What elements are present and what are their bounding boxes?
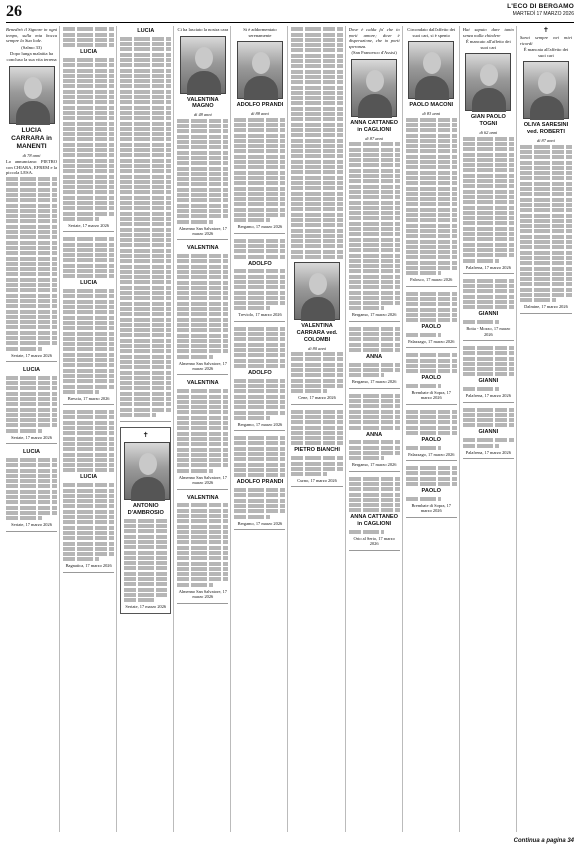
notice-intro: È mancata all'affetto dei suoi cari (523, 47, 569, 58)
notice-valentina-4 (177, 495, 228, 604)
page-number: 26 (6, 3, 22, 20)
notice-date: Dalmine, 17 marzo 2026 (524, 304, 568, 310)
notice-date: Brembate di Sopra, 17 marzo 2026 (411, 502, 451, 514)
notice-date: Palafrena, 17 marzo 2026 (465, 393, 511, 399)
continue-link: Continua a pagina 34 (513, 837, 574, 844)
notice-intro: È mancato all'affetto dei suoi cari (465, 39, 511, 50)
portrait-photo (408, 41, 454, 99)
notice-date: Palosco, 17 marzo 2026 (410, 277, 453, 283)
deceased-age: di 48 anni (193, 112, 212, 118)
notice-carrara-colombi (291, 27, 342, 404)
notice-paolo-4 (406, 410, 457, 461)
notice-adolfo (234, 27, 285, 234)
notice-lucia-3 (63, 27, 114, 232)
notice-body: Lo annunciano: PIETRO con CHIARA, EFREM e la piccola LESA. (6, 159, 58, 176)
portrait-photo (237, 41, 283, 99)
notice-paolo-2 (406, 292, 457, 349)
notice-date: Seriate, 17 marzo 2026 (11, 434, 52, 440)
column-3 (120, 26, 174, 832)
deceased-age: di 80 anni (308, 345, 326, 351)
portrait-photo (465, 53, 511, 111)
deceased-name: LUCIA (80, 280, 98, 287)
deceased-name: PAOLO (421, 375, 441, 382)
notice-anna-2 (349, 327, 400, 389)
notice-date: Seriate, 17 marzo 2026 (68, 222, 109, 228)
notice-date: Palafrena, 17 marzo 2026 (465, 449, 511, 455)
notice-oliva (520, 26, 572, 314)
deceased-name: PAOLO (421, 436, 441, 443)
notice-date: Treviolo, 17 marzo 2026 (238, 312, 282, 318)
notice-date: Bergamo, 17 marzo 2026 (351, 312, 397, 318)
deceased-name: LUCIA (80, 474, 98, 481)
portrait-photo (523, 61, 569, 119)
obituary-columns (6, 26, 574, 832)
notice-intro: Dopo lunga malattia ha concluso la sua vita terrena (6, 51, 57, 62)
deceased-age: di 87 anni (537, 138, 555, 143)
deceased-name: VALENTINA MAGNO (187, 96, 219, 110)
notice-date: Almenno San Salvatore, 17 marzo 2026 (178, 474, 227, 486)
notice-valentina-2 (177, 245, 228, 375)
notice-anna-4 (349, 477, 400, 551)
portrait-photo (180, 36, 226, 94)
deceased-name: ADOLFO (248, 369, 272, 376)
notice-paolo (406, 27, 457, 287)
deceased-name: PAOLO (421, 488, 441, 495)
notice-date: Palazzago, 17 marzo 2026 (408, 338, 455, 344)
notice-date: Seriate, 17 marzo 2026 (11, 352, 52, 358)
deceased-name: OLIVA SARESINI ved. ROBERTI (523, 122, 569, 136)
column-10 (520, 26, 574, 832)
notice-gian-paolo (463, 27, 514, 274)
notice-pietro (291, 410, 342, 488)
deceased-name: ANNA CATTANEO in CAGLIONI (350, 119, 399, 133)
deceased-age: di 87 anni (365, 135, 384, 141)
deceased-name: LUCIA (137, 28, 155, 34)
column-1 (6, 26, 60, 832)
deceased-name: VALENTINA (187, 494, 219, 501)
deceased-name: PAOLO (421, 324, 441, 331)
deceased-name: VALENTINA (187, 245, 219, 252)
notice-date: Botta - Mozzo, 17 marzo 2026 (466, 326, 511, 337)
header-rule (6, 22, 574, 23)
notice-date: Bergamo, 17 marzo 2026 (237, 421, 283, 427)
deceased-age: di 62 anni (479, 130, 498, 135)
notice-date: Orio al Serio, 17 marzo 2026 (353, 536, 395, 547)
notice-date: Palafrena, 17 marzo 2026 (465, 264, 511, 270)
notice-quote-ref: (San Francesco d'Assisi) (351, 50, 397, 56)
deceased-name: GIANNI (478, 378, 499, 385)
notice-paolo-5 (406, 466, 457, 517)
column-6 (291, 26, 345, 832)
column-8 (406, 26, 460, 832)
column-9 (463, 26, 517, 832)
deceased-name: ADOLFO PRANDI (236, 479, 284, 486)
portrait-photo (124, 442, 170, 500)
notice-date: Brescia, 17 marzo 2026 (67, 395, 110, 401)
notice-date: Almenno San Salvatore, 17 marzo 2026 (178, 225, 227, 236)
notice-gianni-3 (463, 408, 514, 459)
deceased-name: ANNA CATTANEO in CAGLIONI (350, 514, 399, 528)
notice-date: Bergamo, 17 marzo 2026 (237, 224, 283, 230)
deceased-name: ADOLFO PRANDI (236, 102, 284, 109)
column-5 (234, 26, 288, 832)
notice-gianni-1 (463, 279, 514, 341)
notice-valentina-3 (177, 380, 228, 489)
notice-quote: Benedirò il Signore in ogni tempo, sulla mia bocca sempre la Sua lode. (6, 27, 58, 44)
deceased-name: PAOLO MACONI (409, 102, 454, 109)
deceased-name: LUCIA CARRARA in MANENTI (11, 126, 52, 150)
notice-quote: Hai saputo dare tanto senza nulla chiedere (462, 27, 514, 38)
deceased-name: PIETRO BIANCHI (294, 447, 340, 454)
notice-lucia-6 (120, 28, 171, 422)
notice-intro: Circondato dall'affetto dei suoi cari, si è spento (407, 27, 456, 38)
deceased-name: GIANNI (478, 429, 499, 436)
cross-icon: ✝ (543, 26, 549, 34)
notice-anna (349, 27, 400, 322)
notice-date: Palazzago, 17 marzo 2026 (408, 451, 455, 457)
deceased-age: di 88 anni (251, 111, 269, 116)
column-4 (177, 26, 231, 832)
notice-date: Cene, 17 marzo 2026 (298, 395, 336, 401)
notice-adolfo-4 (234, 436, 285, 530)
notice-date: Bergamo, 17 marzo 2026 (351, 379, 397, 385)
notice-lucia-5 (63, 410, 114, 573)
deceased-name: ANNA (366, 354, 383, 361)
deceased-name: ANNA (366, 431, 383, 438)
deceased-name: ANTONIO D'AMBROSIO (127, 503, 164, 516)
notice-quote-ref: (Salmo 33) (21, 44, 42, 50)
notice-lucia-2 (6, 449, 57, 531)
deceased-name: LUCIA (23, 449, 41, 456)
notice-adolfo-2 (234, 239, 285, 322)
notice-lucia-1 (6, 367, 57, 444)
column-7 (349, 26, 403, 832)
notice-adolfo-3 (234, 327, 285, 431)
notice-date: Seriate, 17 marzo 2026 (11, 522, 52, 528)
portrait-photo (351, 59, 397, 117)
deceased-name: ADOLFO (248, 260, 272, 267)
masthead (507, 3, 574, 17)
notice-date: Almenno San Salvatore, 17 marzo 2026 (178, 588, 227, 600)
deceased-name: GIANNI (478, 311, 499, 318)
notice-date: Bergamo, 17 marzo 2026 (351, 462, 397, 468)
notice-gianni-2 (463, 346, 514, 403)
notice-anna-3 (349, 394, 400, 472)
column-2 (63, 26, 117, 832)
notice-quote: Sarai sempre nei miei ricordi (519, 35, 572, 46)
portrait-photo (9, 66, 55, 124)
notice-date: Almenno San Salvatore, 17 marzo 2026 (178, 360, 227, 372)
notice-intro: Si è addormentato serenamente (243, 27, 277, 38)
deceased-name: VALENTINA CARRARA ved. COLOMBI (296, 323, 338, 343)
notice-date: Curno, 17 marzo 2026 (297, 478, 337, 484)
notice-quote: Dove è calda fa' che io porti amore; dove è disperazione, che io porti speranza. (348, 27, 400, 49)
notice-date: Brembate di Sopra, 17 marzo 2026 (411, 390, 451, 401)
deceased-name: VALENTINA (187, 380, 219, 387)
deceased-age: di 83 anni (422, 111, 441, 116)
notice-date: Bergamo, 17 marzo 2026 (237, 520, 283, 526)
notice-ambrosio (120, 427, 171, 613)
deceased-name: LUCIA (80, 49, 98, 56)
deceased-name: GIAN PAOLO TOGNI (470, 114, 506, 128)
notice-date: Seriate, 17 marzo 2026 (125, 604, 167, 610)
notice-carrara (6, 27, 57, 362)
deceased-age: di 78 anni (22, 152, 41, 158)
notice-lucia-4 (63, 237, 114, 405)
deceased-name: LUCIA (23, 366, 41, 373)
notice-paolo-3 (406, 353, 457, 404)
notice-intro: Ci ha lasciato la nostra cara (177, 27, 229, 32)
cross-icon: ✝ (142, 431, 149, 440)
issue-date: MARTEDÌ 17 MARZO 2026 (512, 10, 574, 17)
notice-valentina (177, 27, 228, 240)
newspaper-name: L'ECO DI BERGAMO (507, 3, 574, 10)
notice-date: Bagnatica, 17 marzo 2026 (65, 563, 112, 569)
portrait-photo (294, 262, 340, 320)
